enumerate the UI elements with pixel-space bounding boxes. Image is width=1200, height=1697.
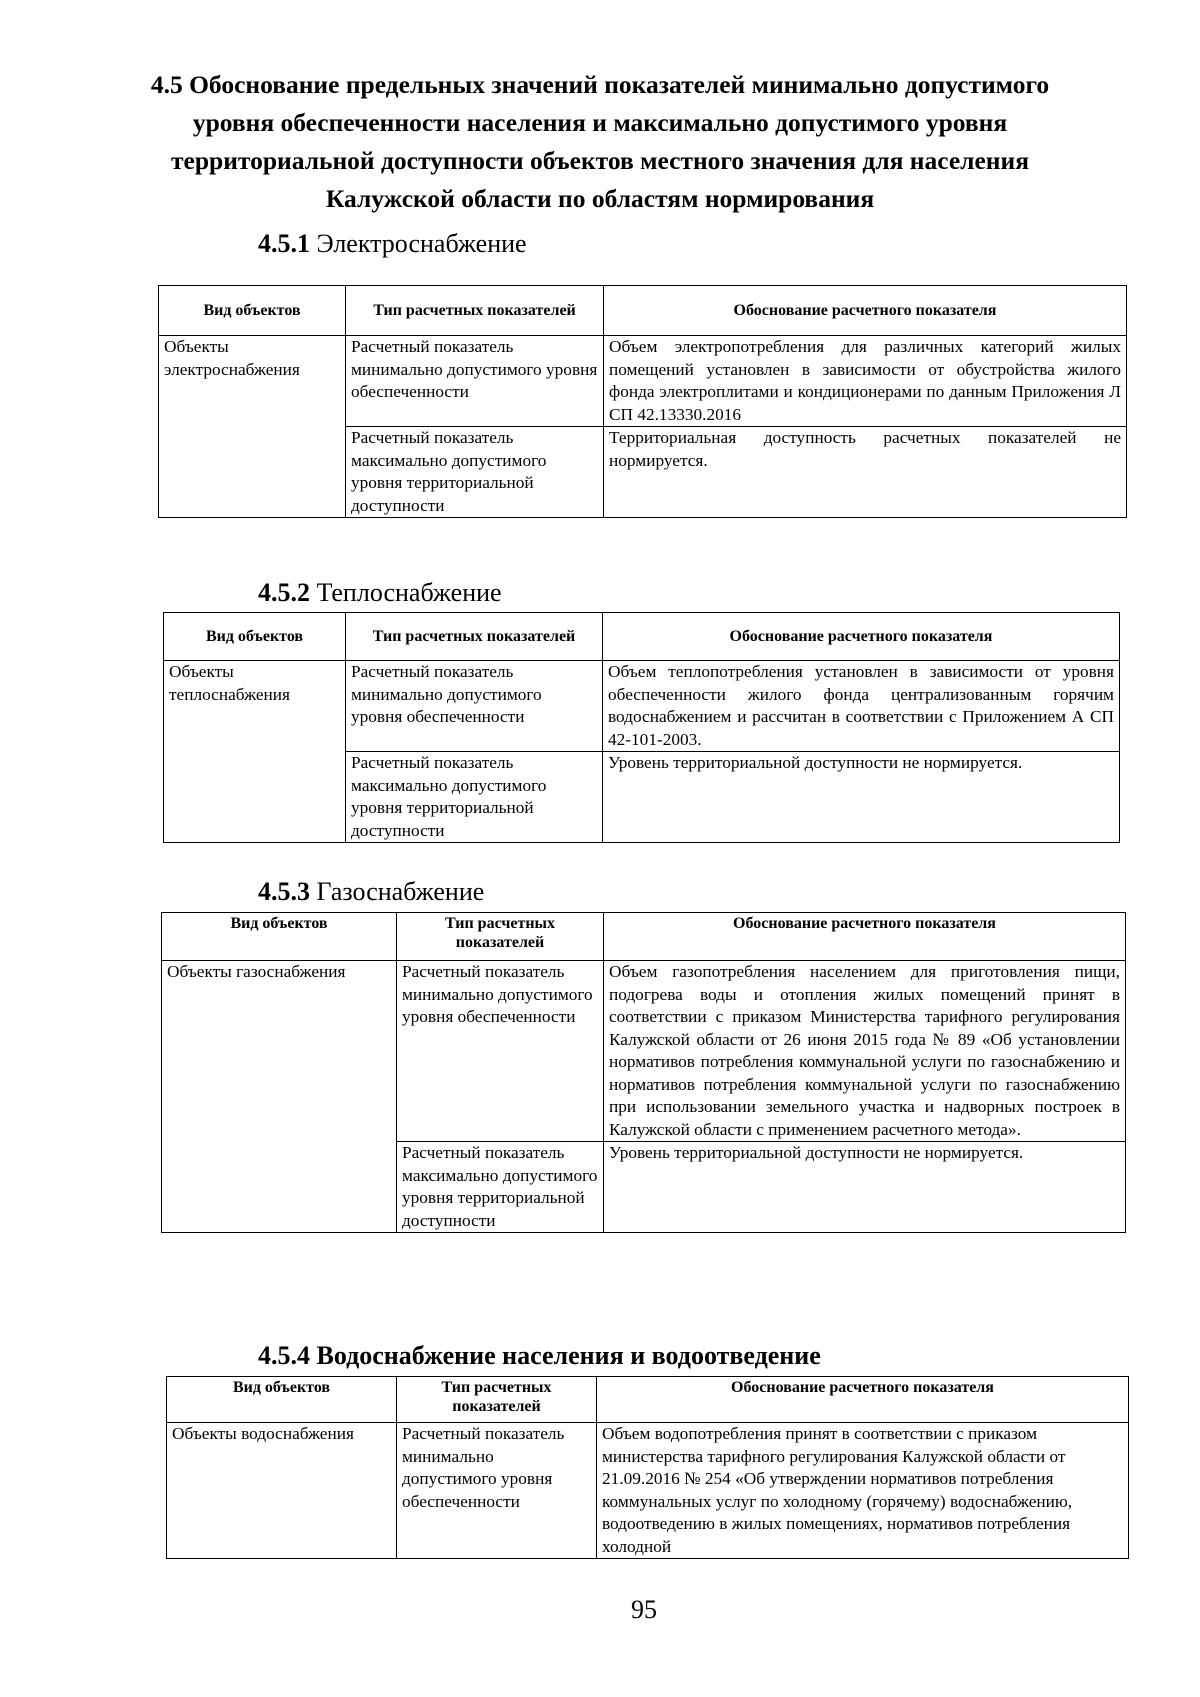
indicator-type-cell: Расчетный показатель максимально допустимого уровня территориальной доступности (346, 427, 604, 518)
indicator-type-cell: Расчетный показатель минимально допустимого уровня обеспеченности (346, 336, 604, 427)
page-title: 4.5 Обоснование предельных значений показателей минимально допустимого уровня обеспеченности населения и максимально допустимого уровня территориальной доступности объектов местного значения для населения Калужской области по областям нормирования (150, 70, 1050, 213)
section-heading-electricity (258, 228, 527, 260)
header-indicator-type: Тип расчетных показателей (397, 913, 604, 961)
header-object-type: Вид объектов (162, 913, 397, 961)
indicator-type-cell: Расчетный показатель минимально допустимого уровня обеспеченности (397, 1423, 597, 1559)
header-object-type: Вид объектов (164, 613, 346, 661)
justification-cell: Уровень территориальной доступности не нормируется. (603, 752, 1120, 843)
justification-cell: Территориальная доступность расчетных показателей не нормируется. (604, 427, 1127, 518)
justification-cell: Объем теплопотребления установлен в зависимости от уровня обеспеченности жилого фонда централизованным горячим водоснабжением и рассчитан в соответствии с Приложением А СП 42-101-2003. (603, 661, 1120, 752)
section-heading-gas (258, 876, 484, 908)
section-title: Электроснабжение (316, 229, 527, 258)
justification-cell: Объем газопотребления населением для приготовления пищи, подогрева воды и отопления жилых помещений принят в соответствии с приказом Министерства тарифного регулирования Калужской области от 26 июня 2015 года № 89 «Об установлении нормативов потребления коммунальной услуги по газоснабжению и нормативов потребления коммунальной услуги по газоснабжению при использовании земельного участка и надворных построек в Калужской области с применением расчетного метода». (604, 961, 1126, 1142)
header-justification: Обоснование расчетного показателя (604, 286, 1127, 336)
indicator-type-cell: Расчетный показатель минимально допустимого уровня обеспеченности (346, 661, 603, 752)
header-object-type: Вид объектов (159, 286, 346, 336)
justification-cell: Объем электропотребления для различных категорий жилых помещений установлен в зависимости от обустройства жилого фонда электроплитами и кондиционерами по данным Приложения Л СП 42.13330.2016 (604, 336, 1127, 427)
header-indicator-type: Тип расчетных показателей (397, 1377, 597, 1423)
table-heating (163, 612, 1120, 843)
header-object-type: Вид объектов (167, 1377, 397, 1423)
object-cell: Объекты электроснабжения (159, 336, 346, 518)
header-justification: Обоснование расчетного показателя (604, 913, 1126, 961)
justification-cell: Уровень территориальной доступности не нормируется. (604, 1142, 1126, 1233)
table-electricity (158, 285, 1127, 518)
object-cell: Объекты газоснабжения (162, 961, 397, 1233)
section-number: 4.5.2 (258, 578, 310, 607)
justification-cell: Объем водопотребления принят в соответствии с приказом министерства тарифного регулирования Калужской области от 21.09.2016 № 254 «Об утверждении нормативов потребления коммунальных услуг по холодному (горячему) водоснабжению, водоотведению в жилых помещениях, нормативов потребления холодной (597, 1423, 1129, 1559)
header-indicator-type: Тип расчетных показателей (346, 286, 604, 336)
table-water (166, 1376, 1129, 1559)
object-cell: Объекты теплоснабжения (164, 661, 346, 843)
object-cell: Объекты водоснабжения (167, 1423, 397, 1559)
section-heading-water: 4.5.4 Водоснабжение населения и водоотведение (258, 1341, 821, 1370)
header-justification: Обоснование расчетного показателя (603, 613, 1120, 661)
indicator-type-cell: Расчетный показатель максимально допустимого уровня территориальной доступности (397, 1142, 604, 1233)
table-gas (161, 912, 1126, 1233)
indicator-type-cell: Расчетный показатель минимально допустимого уровня обеспеченности (397, 961, 604, 1142)
page-number: 95 (631, 1595, 657, 1624)
indicator-type-cell: Расчетный показатель максимально допустимого уровня территориальной доступности (346, 752, 603, 843)
section-title: Газоснабжение (316, 877, 485, 906)
section-number: 4.5.3 (258, 877, 310, 906)
header-justification: Обоснование расчетного показателя (597, 1377, 1129, 1423)
section-title: Теплоснабжение (316, 578, 502, 607)
section-number: 4.5.1 (258, 229, 310, 258)
section-heading-heating (258, 577, 502, 609)
header-indicator-type: Тип расчетных показателей (346, 613, 603, 661)
